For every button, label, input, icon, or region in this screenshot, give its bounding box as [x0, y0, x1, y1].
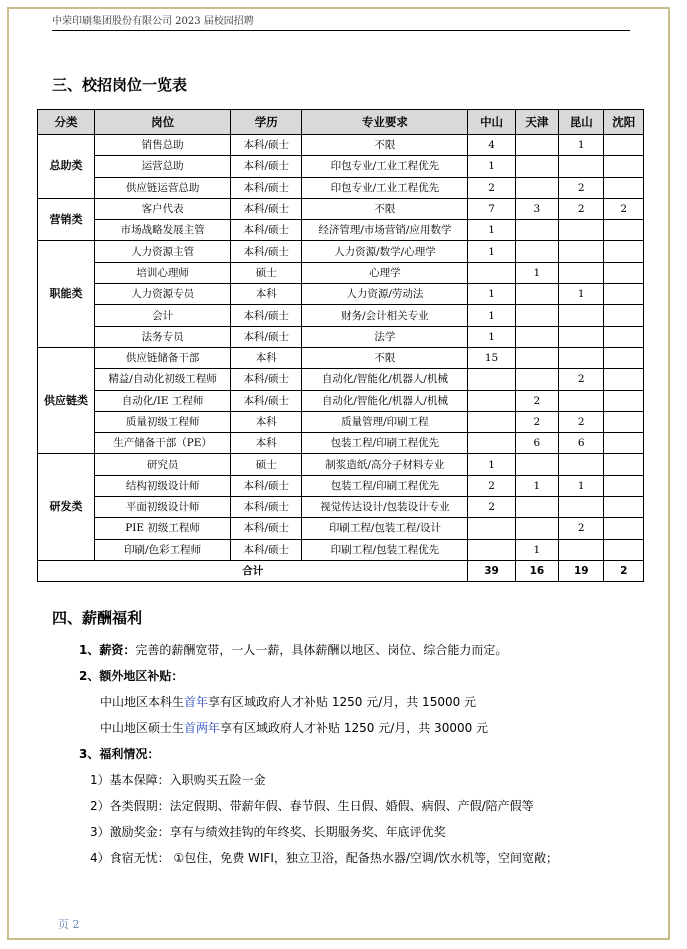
- table-cell: 销售总助: [95, 135, 231, 156]
- table-cell: [515, 177, 558, 198]
- table-cell: 市场战略发展主管: [95, 220, 231, 241]
- table-cell: 经济管理/市场营销/应用数学: [302, 220, 468, 241]
- table-cell: 3: [515, 198, 558, 219]
- table-cell: 不限: [302, 347, 468, 368]
- table-cell: 6: [559, 433, 604, 454]
- table-cell: [604, 433, 644, 454]
- table-row: [38, 390, 644, 411]
- table-cell: [515, 135, 558, 156]
- table-row: [38, 475, 644, 496]
- table-cell: [604, 156, 644, 177]
- table-row: [38, 347, 644, 368]
- table-row: [38, 156, 644, 177]
- total-value: 2: [604, 560, 644, 581]
- column-header: 岗位: [95, 110, 231, 135]
- table-cell: 1: [468, 326, 515, 347]
- table-cell: [604, 497, 644, 518]
- table-cell: [604, 390, 644, 411]
- table-cell: 2: [559, 411, 604, 432]
- table-cell: 本科/硕士: [231, 156, 302, 177]
- salary-text: 完善的薪酬宽带，一人一薪，具体薪酬以地区、岗位、综合能力而定。: [135, 643, 508, 657]
- table-cell: 法学: [302, 326, 468, 347]
- table-cell: 人力资源/数学/心理学: [302, 241, 468, 262]
- table-cell: 本科/硕士: [231, 518, 302, 539]
- table-cell: 1: [559, 135, 604, 156]
- salary-label: 1、薪资：: [79, 643, 136, 657]
- table-cell: 人力资源主管: [95, 241, 231, 262]
- table-cell: [604, 326, 644, 347]
- column-header: 专业要求: [302, 110, 468, 135]
- column-header: 分类: [38, 110, 95, 135]
- table-cell: 本科/硕士: [231, 539, 302, 560]
- page-number: 页 2: [58, 918, 80, 931]
- table-cell: 1: [468, 284, 515, 305]
- table-cell: [604, 369, 644, 390]
- allowance-line-1: [100, 693, 476, 710]
- table-cell: 自动化/IE 工程师: [95, 390, 231, 411]
- table-cell: [604, 475, 644, 496]
- allowance-1-post: 享有区域政府人才补贴 1250 元/月，共 15000 元: [208, 695, 477, 709]
- table-cell: 7: [468, 198, 515, 219]
- table-cell: 客户代表: [95, 198, 231, 219]
- table-cell: [604, 241, 644, 262]
- table-cell: 本科/硕士: [231, 177, 302, 198]
- table-cell: 2: [468, 177, 515, 198]
- column-header: 天津: [515, 110, 558, 135]
- positions-table: [37, 109, 644, 582]
- table-cell: 结构初级设计师: [95, 475, 231, 496]
- table-cell: 人力资源专员: [95, 284, 231, 305]
- table-cell: [559, 156, 604, 177]
- table-cell: [604, 454, 644, 475]
- table-cell: [515, 284, 558, 305]
- allowance-2-highlight: 首两年: [184, 721, 221, 735]
- table-cell: 本科: [231, 433, 302, 454]
- table-cell: 硕士: [231, 262, 302, 283]
- table-cell: 1: [468, 454, 515, 475]
- column-header: 昆山: [559, 110, 604, 135]
- table-cell: [468, 411, 515, 432]
- table-cell: [559, 262, 604, 283]
- table-row: [38, 518, 644, 539]
- table-cell: 质量初级工程师: [95, 411, 231, 432]
- table-cell: 1: [468, 305, 515, 326]
- table-cell: [559, 390, 604, 411]
- table-cell: 运营总助: [95, 156, 231, 177]
- table-cell: 精益/自动化初级工程师: [95, 369, 231, 390]
- table-cell: 包装工程/印刷工程优先: [302, 433, 468, 454]
- table-cell: [604, 135, 644, 156]
- welfare-item: 1）基本保障：入职购买五险一金: [90, 773, 266, 787]
- table-row: [38, 305, 644, 326]
- table-cell: 1: [468, 156, 515, 177]
- table-cell: 2: [559, 177, 604, 198]
- table-cell: [468, 262, 515, 283]
- table-cell: 1: [559, 475, 604, 496]
- table-cell: 包装工程/印刷工程优先: [302, 475, 468, 496]
- table-cell: [468, 518, 515, 539]
- table-cell: [468, 390, 515, 411]
- table-cell: [515, 220, 558, 241]
- table-cell: [515, 326, 558, 347]
- welfare-item: 4）食宿无忧： ①包住，免费 WIFI，独立卫浴，配备热水器/空调/饮水机等，空间宽敞；: [90, 851, 558, 865]
- table-header-row: [38, 110, 644, 135]
- table-cell: 本科/硕士: [231, 198, 302, 219]
- table-cell: 供应链运营总助: [95, 177, 231, 198]
- table-cell: 人力资源/劳动法: [302, 284, 468, 305]
- table-cell: 本科/硕士: [231, 475, 302, 496]
- table-cell: 培训心理师: [95, 262, 231, 283]
- table-cell: [515, 347, 558, 368]
- table-row: [38, 241, 644, 262]
- table-cell: 平面初级设计师: [95, 497, 231, 518]
- table-row: [38, 411, 644, 432]
- page-header: 中荣印刷集团股份有限公司 2023 届校园招聘: [52, 12, 630, 31]
- table-cell: 1: [515, 539, 558, 560]
- allowance-2-pre: 中山地区硕士生: [100, 721, 185, 735]
- table-cell: [604, 262, 644, 283]
- table-cell: [515, 156, 558, 177]
- welfare-item: 2）各类假期：法定假期、带薪年假、春节假、生日假、婚假、病假、产假/陪产假等: [90, 799, 534, 813]
- category-cell: 总助类: [38, 135, 95, 199]
- table-cell: 自动化/智能化/机器人/机械: [302, 390, 468, 411]
- table-cell: 财务/会计相关专业: [302, 305, 468, 326]
- table-cell: 2: [559, 198, 604, 219]
- table-cell: 2: [559, 518, 604, 539]
- table-row: [38, 539, 644, 560]
- allowance-line-2: [100, 719, 488, 736]
- welfare-label: 3、福利情况：: [79, 747, 160, 761]
- allowance-2-post: 享有区域政府人才补贴 1250 元/月，共 30000 元: [220, 721, 489, 735]
- table-cell: [604, 177, 644, 198]
- table-cell: 1: [515, 475, 558, 496]
- table-cell: 不限: [302, 198, 468, 219]
- table-cell: [604, 347, 644, 368]
- table-cell: 4: [468, 135, 515, 156]
- section-4-title: 四、薪酬福利: [52, 609, 143, 627]
- section-3-title: 三、校招岗位一览表: [52, 76, 188, 94]
- table-cell: [515, 369, 558, 390]
- table-cell: [559, 241, 604, 262]
- table-cell: [559, 539, 604, 560]
- table-cell: [604, 518, 644, 539]
- table-cell: [559, 326, 604, 347]
- table-cell: 本科/硕士: [231, 220, 302, 241]
- table-cell: 本科/硕士: [231, 390, 302, 411]
- table-cell: [604, 220, 644, 241]
- table-cell: [604, 411, 644, 432]
- table-cell: 2: [468, 497, 515, 518]
- total-label: 合计: [38, 560, 468, 581]
- table-cell: 本科/硕士: [231, 369, 302, 390]
- welfare-item: 3）激励奖金：享有与绩效挂钩的年终奖、长期服务奖、年底评优奖: [90, 825, 446, 839]
- table-cell: [515, 497, 558, 518]
- table-row: [38, 497, 644, 518]
- table-cell: 印包专业/工业工程优先: [302, 177, 468, 198]
- table-cell: 会计: [95, 305, 231, 326]
- table-cell: [515, 518, 558, 539]
- table-cell: 本科: [231, 284, 302, 305]
- table-cell: 2: [515, 411, 558, 432]
- table-row: [38, 262, 644, 283]
- total-value: 16: [515, 560, 558, 581]
- total-row: [38, 560, 644, 581]
- salary-line: [79, 641, 507, 658]
- table-cell: 本科: [231, 347, 302, 368]
- category-cell: 研发类: [38, 454, 95, 560]
- table-cell: [604, 539, 644, 560]
- table-row: [38, 369, 644, 390]
- table-cell: 本科: [231, 411, 302, 432]
- table-cell: 2: [604, 198, 644, 219]
- table-cell: 本科/硕士: [231, 326, 302, 347]
- table-cell: 法务专员: [95, 326, 231, 347]
- table-cell: 本科/硕士: [231, 497, 302, 518]
- table-cell: [559, 347, 604, 368]
- table-cell: 供应链储备干部: [95, 347, 231, 368]
- table-cell: 印刷/色彩工程师: [95, 539, 231, 560]
- table-row: [38, 220, 644, 241]
- table-cell: 印刷工程/包装工程/设计: [302, 518, 468, 539]
- table-cell: 心理学: [302, 262, 468, 283]
- table-cell: 视觉传达设计/包装设计专业: [302, 497, 468, 518]
- table-row: [38, 454, 644, 475]
- table-cell: [468, 539, 515, 560]
- table-cell: [604, 305, 644, 326]
- category-cell: 供应链类: [38, 347, 95, 453]
- table-cell: [515, 454, 558, 475]
- table-cell: [515, 241, 558, 262]
- total-value: 19: [559, 560, 604, 581]
- table-cell: 2: [468, 475, 515, 496]
- table-cell: 1: [468, 220, 515, 241]
- table-cell: 研究员: [95, 454, 231, 475]
- table-cell: 1: [515, 262, 558, 283]
- total-value: 39: [468, 560, 515, 581]
- table-cell: 1: [559, 284, 604, 305]
- allowance-1-highlight: 首年: [184, 695, 209, 709]
- table-cell: [559, 305, 604, 326]
- table-cell: 质量管理/印刷工程: [302, 411, 468, 432]
- table-cell: 印包专业/工业工程优先: [302, 156, 468, 177]
- table-cell: [559, 220, 604, 241]
- table-cell: 本科/硕士: [231, 135, 302, 156]
- table-row: [38, 326, 644, 347]
- column-header: 沈阳: [604, 110, 644, 135]
- table-cell: [468, 433, 515, 454]
- category-cell: 营销类: [38, 198, 95, 241]
- table-cell: [468, 369, 515, 390]
- table-cell: 1: [468, 241, 515, 262]
- table-cell: 2: [515, 390, 558, 411]
- table-cell: 硕士: [231, 454, 302, 475]
- table-cell: [515, 305, 558, 326]
- allowance-1-pre: 中山地区本科生: [100, 695, 185, 709]
- table-cell: [604, 284, 644, 305]
- table-cell: 制浆造纸/高分子材料专业: [302, 454, 468, 475]
- column-header: 中山: [468, 110, 515, 135]
- table-cell: 生产储备干部（PE）: [95, 433, 231, 454]
- table-row: [38, 177, 644, 198]
- table-row: [38, 284, 644, 305]
- table-row: [38, 135, 644, 156]
- category-cell: 职能类: [38, 241, 95, 347]
- allowance-label: 2、额外地区补贴：: [79, 669, 184, 683]
- column-header: 学历: [231, 110, 302, 135]
- table-cell: 本科/硕士: [231, 305, 302, 326]
- table-row: [38, 198, 644, 219]
- table-cell: [559, 454, 604, 475]
- table-row: [38, 433, 644, 454]
- table-cell: 不限: [302, 135, 468, 156]
- table-cell: 2: [559, 369, 604, 390]
- table-cell: 印刷工程/包装工程优先: [302, 539, 468, 560]
- table-cell: 本科/硕士: [231, 241, 302, 262]
- table-cell: PIE 初级工程师: [95, 518, 231, 539]
- table-cell: 自动化/智能化/机器人/机械: [302, 369, 468, 390]
- table-cell: 15: [468, 347, 515, 368]
- table-cell: 6: [515, 433, 558, 454]
- table-cell: [559, 497, 604, 518]
